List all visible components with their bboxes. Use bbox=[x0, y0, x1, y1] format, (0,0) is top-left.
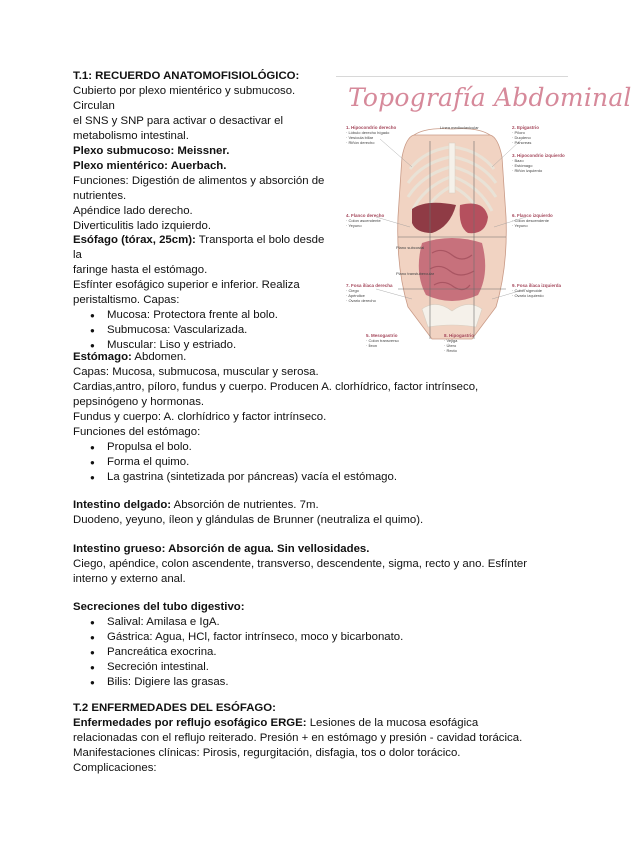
grueso-label: Intestino grueso: Absorción de agua. Sin vellosidades. bbox=[73, 543, 370, 555]
section-enfermedades-esofago bbox=[73, 701, 553, 776]
text-line: Funciones del estómago: bbox=[73, 426, 201, 438]
plexo-mienterico: Plexo mientérico: Auerbach. bbox=[73, 160, 227, 172]
apendice-line: Apéndice lado derecho. bbox=[73, 205, 193, 217]
list-item: ● Submucosa: Vascularizada. bbox=[73, 323, 335, 338]
list-item: ● Gástrica: Agua, HCl, factor intrínseco, moco y bicarbonato. bbox=[73, 630, 553, 645]
region-label-8: 8. Hipogastrio · Vejiga · Útero · Recto bbox=[444, 333, 475, 353]
list-item: ● La gastrina (sintetizada por páncreas) vacía el estómago. bbox=[73, 470, 553, 485]
section2-title: T.2 ENFERMEDADES DEL ESÓFAGO: bbox=[73, 702, 276, 714]
plexo-submucoso: Plexo submucoso: Meissner. bbox=[73, 145, 230, 157]
diverticulitis-line: Diverticulitis lado izquierdo. bbox=[73, 220, 212, 232]
region-label-6: 6. Flanco izquierdo · Colon descendente · Yeyuno bbox=[512, 213, 553, 228]
text-line: Esfínter esofágico superior e inferior. Realiza bbox=[73, 279, 300, 291]
region-label-3: 3. Hipocondrio izquierdo · Bazo · Estómago · Riñón izquierdo bbox=[512, 153, 565, 173]
section-recuerdo bbox=[73, 69, 335, 234]
text-line: Duodeno, yeyuno, íleon y glándulas de Brunner (neutraliza el quimo). bbox=[73, 514, 424, 526]
text-line: metabolismo intestinal. bbox=[73, 130, 189, 142]
region-label-4: 4. Flanco derecho · Colon ascendente · Yeyuno bbox=[346, 213, 385, 228]
region-label-5: 5. Mesogastrio · Colon transverso · Íleon bbox=[366, 333, 399, 348]
estomago-funciones-list bbox=[73, 440, 553, 485]
esofago-capas-list bbox=[73, 308, 335, 353]
section-secreciones bbox=[73, 600, 553, 690]
abdominal-topography-figure bbox=[336, 76, 632, 359]
text-line: Complicaciones: bbox=[73, 762, 157, 774]
esofago-label: Esófago (tórax, 25cm): bbox=[73, 234, 196, 246]
text-line: Cubierto por plexo mientérico y submucoso. Circulan bbox=[73, 85, 296, 112]
text-line: peristaltismo. Capas: bbox=[73, 294, 180, 306]
text-line: Cardias,antro, píloro, fundus y cuerpo. Producen A. clorhídrico, factor intrínseco, bbox=[73, 381, 479, 393]
text-line: el SNS y SNP para activar o desactivar el bbox=[73, 115, 283, 127]
plane-label-subcostal: Plano subcostal bbox=[396, 245, 425, 250]
list-item: ● Salival: Amilasa e IgA. bbox=[73, 615, 553, 630]
erge-text: Lesiones de la mucosa esofágica bbox=[306, 717, 479, 729]
list-item: ● Propulsa el bolo. bbox=[73, 440, 553, 455]
secreciones-label: Secreciones del tubo digestivo: bbox=[73, 601, 245, 613]
list-item: ● Mucosa: Protectora frente al bolo. bbox=[73, 308, 335, 323]
text-line: faringe hasta el estómago. bbox=[73, 264, 208, 276]
text-line: relacionadas con el reflujo reiterado. Presión + en estómago y presión - cavidad torácica. bbox=[73, 732, 523, 744]
secreciones-list bbox=[73, 615, 553, 690]
sternum bbox=[449, 143, 455, 193]
region-label-9: 9. Fosa ilíaca izquierda · Colon sigmoide · Ovario izquierdo bbox=[512, 283, 562, 298]
text-line: Fundus y cuerpo: A. clorhídrico y factor intrínseco. bbox=[73, 411, 327, 423]
section-esofago bbox=[73, 233, 335, 353]
text-line: pepsinógeno y hormonas. bbox=[73, 396, 205, 408]
list-item: ● Secreción intestinal. bbox=[73, 660, 553, 675]
funciones-line: nutrientes. bbox=[73, 190, 127, 202]
estomago-label: Estómago: bbox=[73, 351, 132, 363]
section1-title: T.1: RECUERDO ANATOMOFISIOLÓGICO: bbox=[73, 70, 300, 82]
figure-title: Topografía Abdominal bbox=[348, 83, 632, 112]
text-line: Ciego, apéndice, colon ascendente, transverso, descendente, sigma, recto y ano. Esfínter bbox=[73, 558, 527, 570]
erge-label: Enfermedades por reflujo esofágico ERGE: bbox=[73, 717, 307, 729]
region-label-linea: Línea medioclavicular bbox=[440, 125, 479, 130]
region-label-2: 2. Epigastrio · Píloro · Duodeno · Páncreas bbox=[512, 125, 540, 145]
estomago-label-rest: Abdomen. bbox=[131, 351, 187, 363]
region-label-1: 1. Hipocondrio derecho · Lóbulo derecho hígado · Vesícula biliar · Riñón derecho bbox=[346, 125, 397, 145]
section-intestino-delgado bbox=[73, 498, 553, 528]
list-item: ● Muscular: Liso y estriado. bbox=[73, 338, 335, 353]
text-line: Manifestaciones clínicas: Pirosis, regurgitación, disfagia, tos o dolor torácico. bbox=[73, 747, 461, 759]
funciones-line: Funciones: Digestión de alimentos y absorción de bbox=[73, 175, 325, 187]
section-intestino-grueso bbox=[73, 542, 553, 587]
text-line: Capas: Mucosa, submucosa, muscular y serosa. bbox=[73, 366, 319, 378]
list-item: ● Bilis: Digiere las grasas. bbox=[73, 675, 553, 690]
esofago-text: Transporta el bolo desde la bbox=[73, 234, 325, 261]
delgado-label: Intestino delgado: bbox=[73, 499, 172, 511]
section-estomago bbox=[73, 350, 553, 485]
list-item: ● Forma el quimo. bbox=[73, 455, 553, 470]
plane-label-transtubercular: Plano transtubercular bbox=[396, 271, 435, 276]
region-label-7: 7. Fosa ilíaca derecha · Ciego · Apéndice · Ovario derecho bbox=[346, 283, 393, 303]
list-item: ● Pancreática exocrina. bbox=[73, 645, 553, 660]
intestines-shape bbox=[419, 238, 485, 301]
delgado-text: Absorción de nutrientes. 7m. bbox=[171, 499, 319, 511]
text-line: interno y externo anal. bbox=[73, 573, 186, 585]
